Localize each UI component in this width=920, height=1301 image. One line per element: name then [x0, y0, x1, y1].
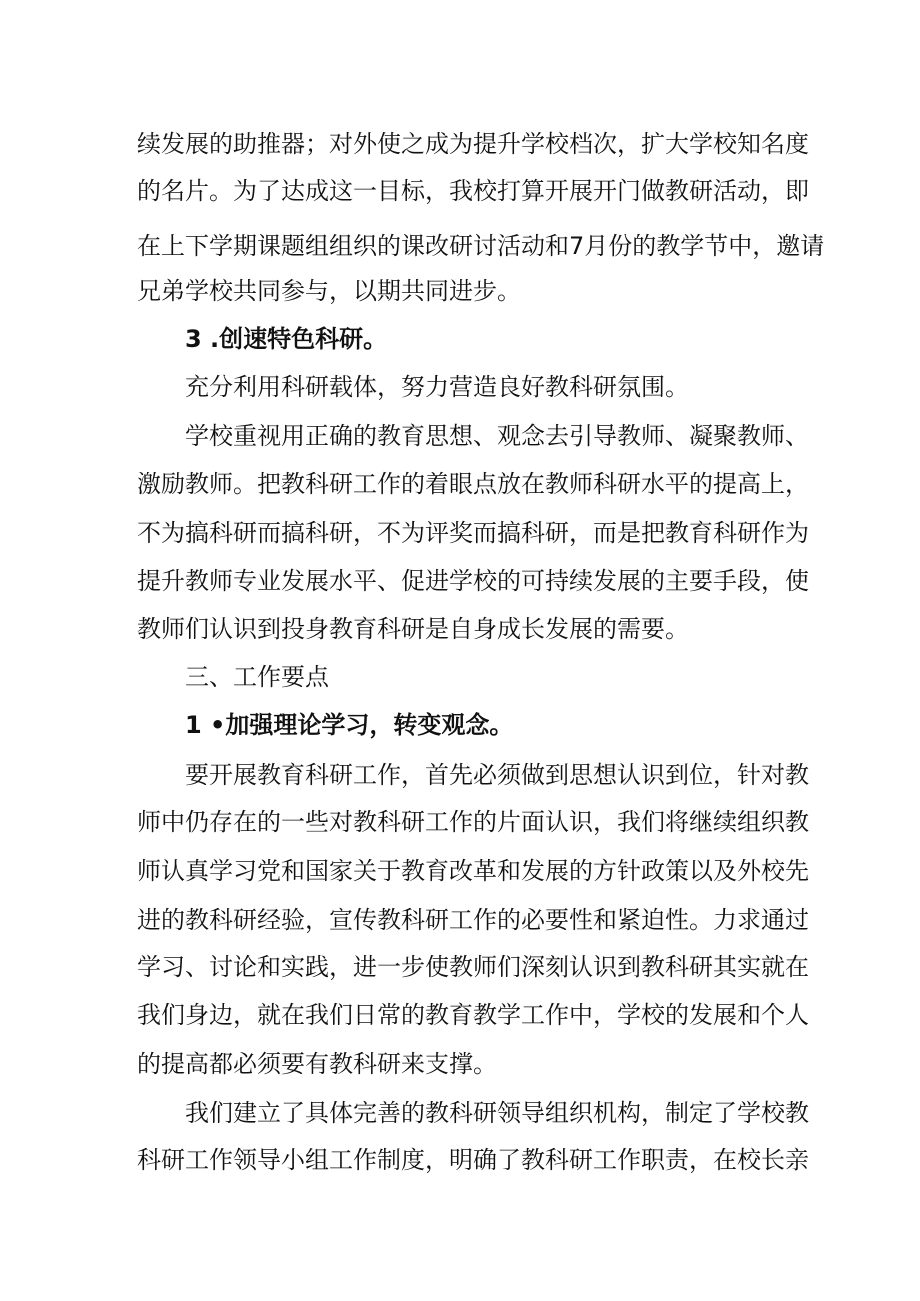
paragraph-line: 学习、讨论和实践，进一步使教师们深刻认识到教科研其实就在	[137, 953, 809, 981]
paragraph-line: 科研工作领导小组工作制度，明确了教科研工作职责，在校长亲	[137, 1146, 809, 1174]
paragraph-line: 师中仍存在的一些对教科研工作的片面认识，我们将继续组织教	[137, 808, 809, 836]
paragraph-line: 在上下学期课题组组织的课改研讨活动和7月份的教学节中，邀请	[137, 232, 825, 260]
paragraph-line: 我们身边，就在我们日常的教育教学工作中，学校的发展和个人	[137, 1001, 809, 1029]
section-heading: 三、工作要点	[185, 663, 329, 691]
paragraph-line: 续发展的助推器；对外使之成为提升学校档次，扩大学校知名度	[137, 130, 809, 158]
paragraph-line: 要开展教育科研工作，首先必须做到思想认识到位，针对教	[185, 761, 809, 789]
paragraph-line: 不为搞科研而搞科研，不为评奖而搞科研，而是把教育科研作为	[137, 519, 809, 547]
paragraph-line: 教师们认识到投身教育科研是自身成长发展的需要。	[137, 615, 689, 643]
paragraph-line: 进的教科研经验，宣传教科研工作的必要性和紧迫性。力求通过	[137, 906, 809, 934]
section-heading: 3 .创速特色科研。	[185, 325, 388, 353]
paragraph-line: 的名片。为了达成这一目标，我校打算开展开门做教研活动，即	[137, 177, 809, 205]
paragraph-line: 充分利用科研载体，努力营造良好教科研氛围。	[185, 373, 689, 401]
paragraph-line: 学校重视用正确的教育思想、观念去引导教师、凝聚教师、	[185, 422, 809, 450]
paragraph-line: 激励教师。把教科研工作的着眼点放在教师科研水平的提高上，	[137, 470, 809, 498]
paragraph-line: 的提高都必须要有教科研来支撑。	[137, 1050, 497, 1078]
paragraph-line: 师认真学习党和国家关于教育改革和发展的方针政策以及外校先	[137, 857, 809, 885]
subsection-heading: 1 •加强理论学习，转变观念。	[185, 711, 514, 739]
paragraph-line: 兄弟学校共同参与，以期共同进步。	[137, 277, 521, 305]
paragraph-line: 我们建立了具体完善的教科研领导组织机构，制定了学校教	[185, 1099, 809, 1127]
paragraph-line: 提升教师专业发展水平、促进学校的可持续发展的主要手段，使	[137, 567, 809, 595]
